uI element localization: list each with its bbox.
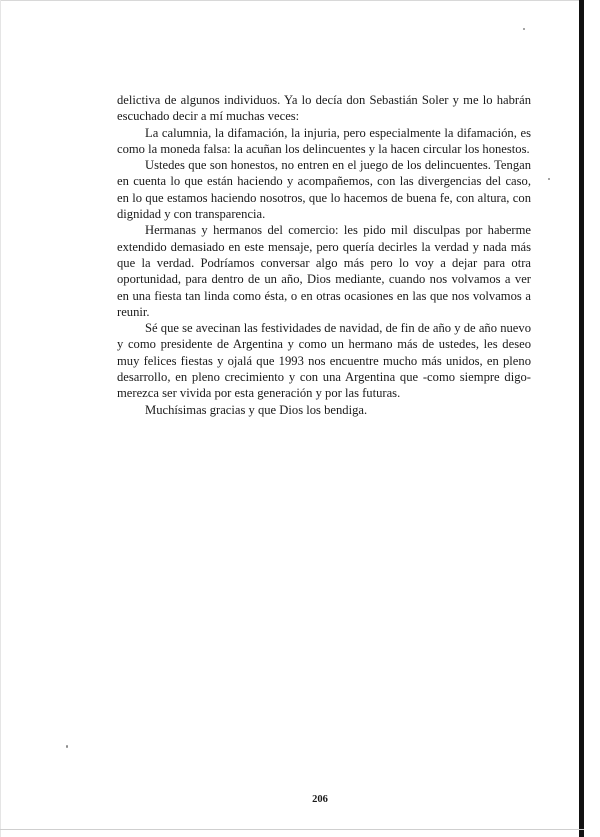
scan-speck [548, 178, 550, 180]
scan-speck [66, 745, 68, 748]
scan-binding-edge [579, 0, 584, 837]
paragraph-6: Muchísimas gracias y que Dios los bendiga. [145, 402, 368, 417]
paragraph-3: Ustedes que son honestos, no entren en el juego de los delincuentes. Tengan en cuenta lo que están haciendo y acompañemos, con las divergencias del caso, en lo que estamos haciendo nosotros, que lo hacemos de buena fe, con altura, con dignidad y con transparencia. [117, 158, 531, 222]
body-text [117, 92, 531, 418]
scan-bottom-edge [0, 829, 584, 830]
paragraph-1: delictiva de algunos individuos. Ya lo decía don Sebastián Soler y me lo habrán escuchado decir a mí muchas veces: [117, 93, 531, 124]
page-number: 206 [312, 794, 328, 805]
scan-left-edge [0, 0, 1, 837]
paragraph-5: Sé que se avecinan las festividades de navidad, de fin de año y de año nuevo y como presidente de Argentina y como un hermano más de ustedes, les deseo muy felices fiestas y ojalá que 1993 nos encuentre mucho más unidos, en pleno desarrollo, en pleno crecimiento y con una Argentina que -como siempre digo- merezca ser vivida por esta generación y por las futuras. [117, 321, 531, 401]
paragraph-2: La calumnia, la difamación, la injuria, pero especialmente la difamación, es como la moneda falsa: la acuñan los delincuentes y la hacen circular los honestos. [117, 125, 531, 156]
paragraph-4: Hermanas y hermanos del comercio: les pido mil disculpas por haberme extendido demasiado en este mensaje, pero quería decirles la verdad y nada más que la verdad. Podríamos conversar algo más pero lo voy a dejar para otra oportunidad, para dentro de un año, Dios mediante, cuando nos volvamos a ver en una fiesta tan linda como ésta, o en otras ocasiones en las que nos volvamos a reunir. [117, 223, 531, 319]
scan-speck [523, 28, 525, 30]
scan-top-edge [0, 0, 584, 1]
